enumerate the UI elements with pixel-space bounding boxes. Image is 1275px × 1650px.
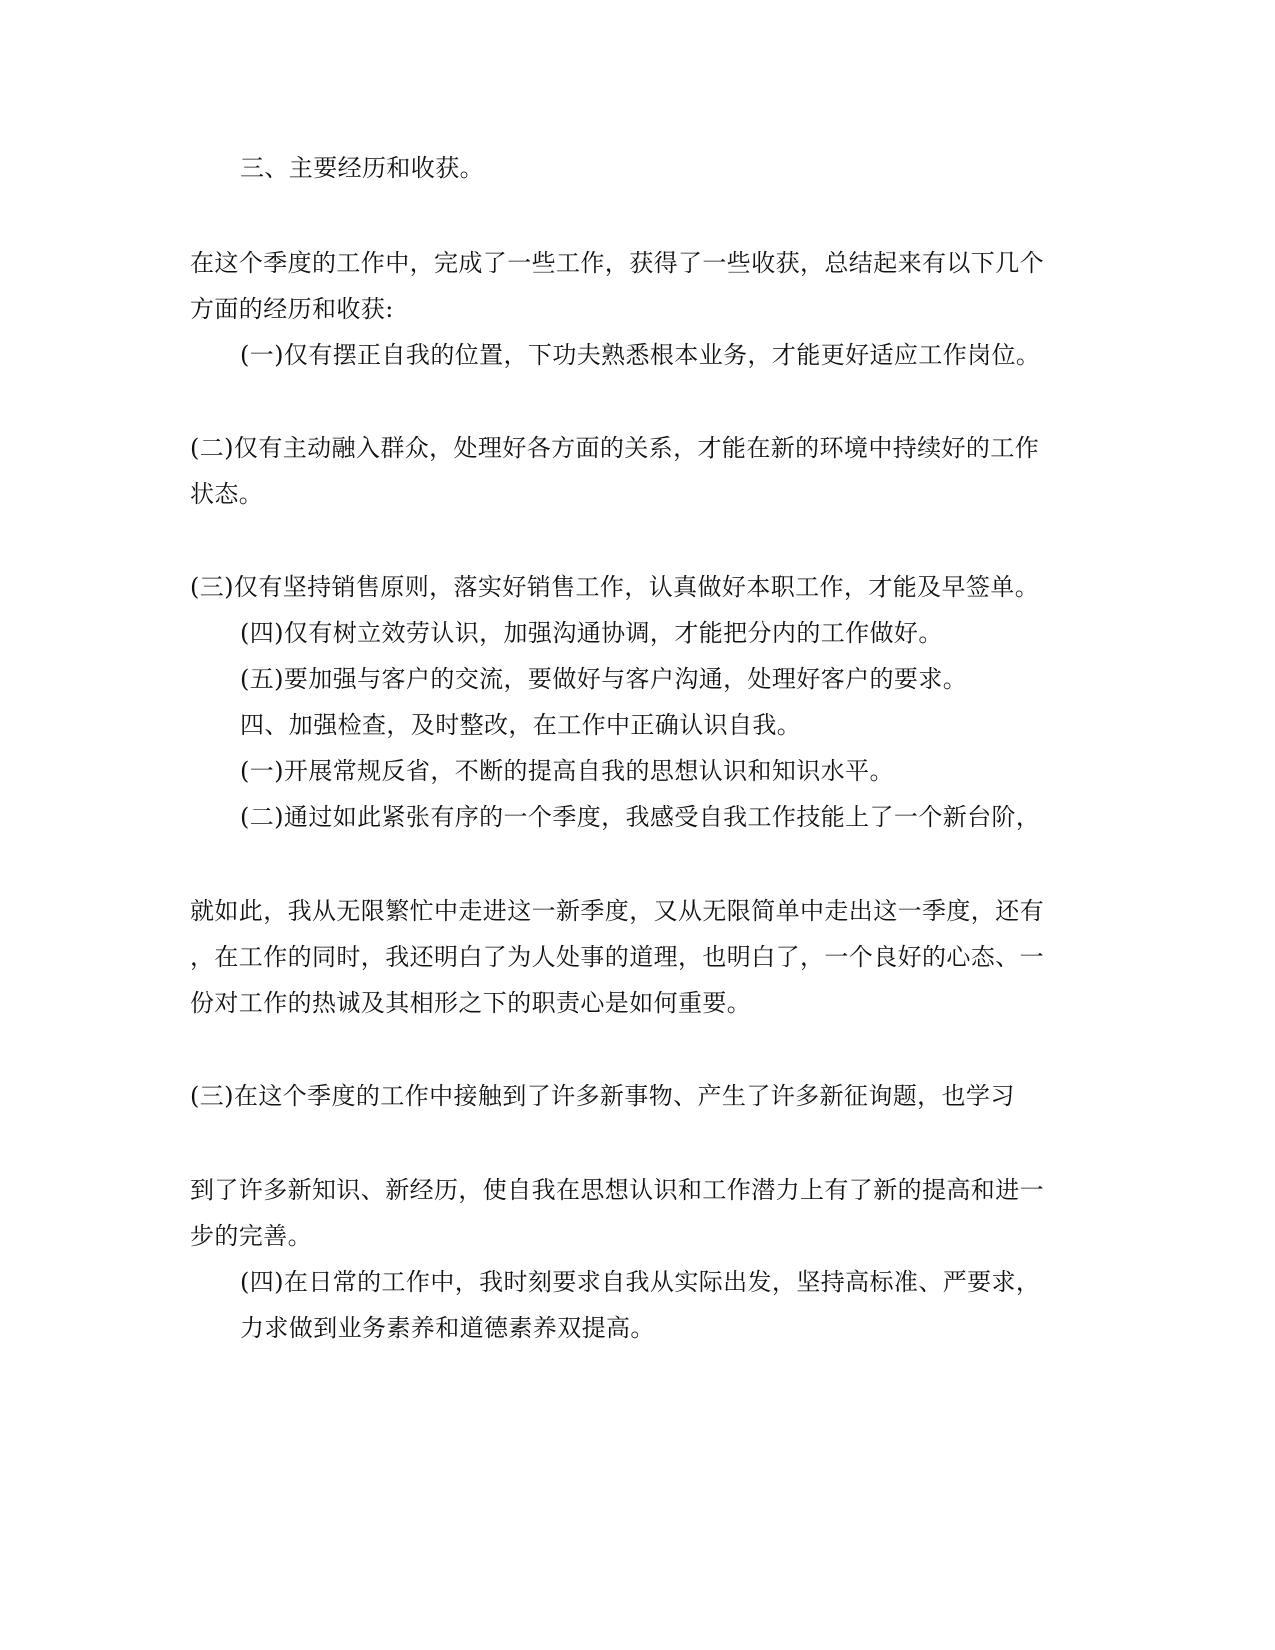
paragraph-line: (二)通过如此紧张有序的一个季度，我感受自我工作技能上了一个新台阶， — [240, 803, 1041, 831]
paragraph-line: ，在工作的同时，我还明白了为人处事的道理，也明白了，一个良好的心态、一 — [190, 943, 1044, 971]
paragraph-line: (一)开展常规反省，不断的提高自我的思想认识和知识水平。 — [240, 757, 894, 785]
paragraph-line: (三)在这个季度的工作中接触到了许多新事物、产生了许多新征询题，也学习 — [190, 1082, 1015, 1110]
paragraph-line: (一)仅有摆正自我的位置，下功夫熟悉根本业务，才能更好适应工作岗位。 — [240, 341, 1041, 369]
paragraph-line: (四)仅有树立效劳认识，加强沟通协调，才能把分内的工作做好。 — [240, 619, 943, 647]
paragraph-line: (五)要加强与客户的交流，要做好与客户沟通，处理好客户的要求。 — [240, 665, 968, 693]
paragraph-line: 份对工作的热诚及其相形之下的职责心是如何重要。 — [190, 989, 752, 1017]
paragraph-line: 就如此，我从无限繁忙中走进这一新季度，又从无限简单中走出这一季度，还有 — [190, 897, 1044, 925]
paragraph-line: (二)仅有主动融入群众，处理好各方面的关系，才能在新的环境中持续好的工作 — [190, 434, 1040, 462]
paragraph-line: 在这个季度的工作中，完成了一些工作，获得了一些收获，总结起来有以下几个 — [190, 249, 1044, 277]
paragraph-line: (四)在日常的工作中，我时刻要求自我从实际出发，坚持高标准、严要求， — [240, 1268, 1041, 1296]
section-heading-3: 三、主要经历和收获。 — [240, 154, 484, 182]
paragraph-line: 状态。 — [190, 480, 264, 508]
paragraph-line: 方面的经历和收获: — [190, 295, 394, 323]
paragraph-line: 步的完善。 — [190, 1222, 312, 1250]
paragraph-line: 到了许多新知识、新经历，使自我在思想认识和工作潜力上有了新的提高和进一 — [190, 1176, 1044, 1204]
paragraph-line: (三)仅有坚持销售原则，落实好销售工作，认真做好本职工作，才能及早签单。 — [190, 573, 1040, 601]
section-heading-4: 四、加强检查，及时整改，在工作中正确认识自我。 — [240, 711, 802, 739]
paragraph-line: 力求做到业务素养和道德素养双提高。 — [240, 1314, 655, 1342]
